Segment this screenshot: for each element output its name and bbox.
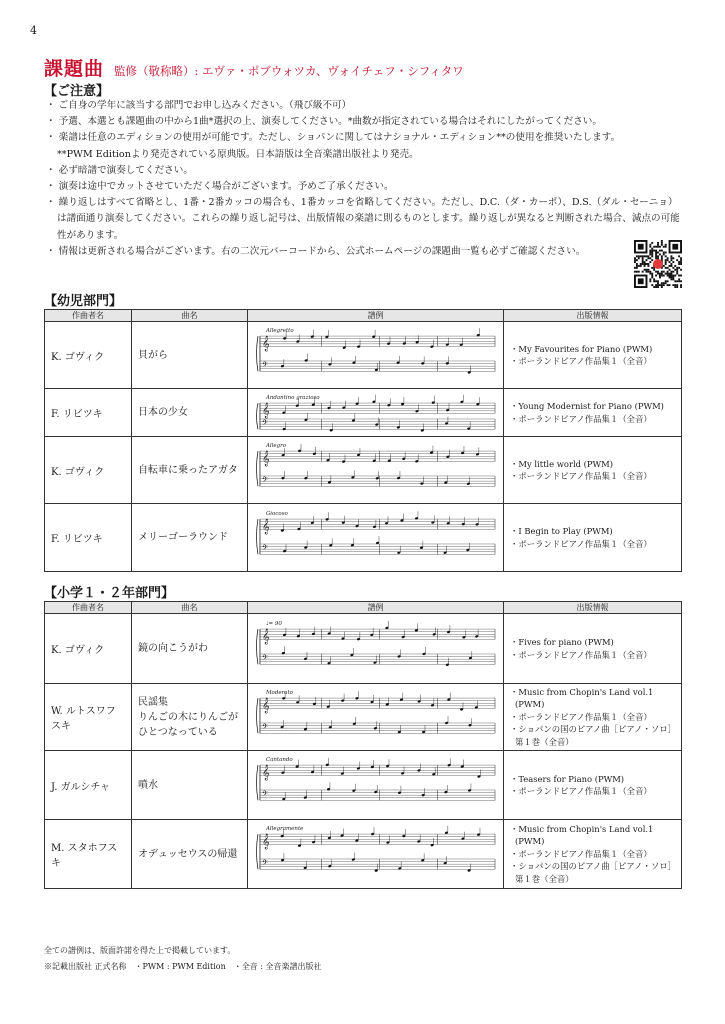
score-cell (248, 504, 504, 572)
score-cell (248, 437, 504, 504)
score-cell (248, 820, 504, 889)
score-cell (248, 684, 504, 751)
title-cell: オデュッセウスの帰還 (132, 820, 248, 889)
publisher-line: ・ショパンの国のピアノ曲［ピアノ・ソロ］第１巻（全音） (510, 861, 672, 884)
publisher-cell (504, 389, 682, 437)
bass-clef-icon: 𝄢 (261, 544, 268, 555)
works-table-preschool (44, 309, 682, 572)
table-row (45, 684, 682, 751)
bass-clef-icon: 𝄢 (261, 361, 268, 372)
header-composer: 作曲者名 (45, 602, 132, 614)
staff-lines (256, 629, 495, 664)
table-row (45, 389, 682, 437)
score-example (252, 440, 499, 500)
tempo-marking: ♩= 90 (265, 620, 282, 627)
bass-clef-icon: 𝄢 (261, 790, 268, 801)
header-score: 譜例 (248, 602, 504, 614)
note-item: ・ 演奏は途中でカットさせていただく場合がございます。予めご了承ください。 (46, 181, 394, 193)
note-item: ・ 繰り返しはすべて省略とし、1番・2番カッコの場合も、1番カッコを省略してください。ただし、D.C.（ダ・カーポ）、D.S.（ダル・セーニョ）は譜面通り演奏してください。これらの繰り返し記号は、出版情報の楽譜に則るものとします。繰り返しが異なると判断された場合、減点の可能性があります。 (46, 197, 680, 241)
publisher-line: ・ポーランドピアノ作品集１（全音） (510, 786, 652, 796)
header-score: 譜例 (248, 310, 504, 322)
publisher-cell (504, 614, 682, 684)
title-cell: 日本の少女 (132, 389, 248, 437)
publisher-line: ・ポーランドピアノ作品集１（全音） (510, 538, 652, 549)
score-example (252, 325, 499, 385)
publisher-line: ・ポーランドピアノ作品集１（全音） (510, 413, 652, 424)
composer-cell: M. スタホフスキ (45, 820, 132, 889)
publisher-line: ・ショパンの国のピアノ曲［ピアノ・ソロ］第１巻（全音） (510, 724, 672, 747)
header-title: 曲名 (132, 310, 248, 322)
title-cell: 自転車に乗ったアガタ (132, 437, 248, 504)
page-number: 4 (30, 24, 37, 37)
note-subnote: **PWM Editionより発売されている原典版。日本語版は全音楽譜出版社より発売。 (57, 148, 419, 160)
bass-clef-icon: 𝄢 (261, 654, 268, 665)
treble-clef-icon: 𝄞 (261, 518, 270, 534)
note-item: ・ 必ず暗譜で演奏してください。 (46, 164, 193, 176)
publisher-line: ・Young Modernist for Piano (PWM) (510, 401, 664, 411)
score-cell (248, 389, 504, 437)
composer-cell: J. ガルシチャ (45, 751, 132, 820)
footer (44, 943, 322, 975)
header-publisher: 出版情報 (504, 602, 682, 614)
title-cell: 貝がら (132, 322, 248, 389)
publisher-line: ・ポーランドピアノ作品集１（全音） (510, 711, 652, 722)
header-publisher: 出版情報 (504, 310, 682, 322)
footer-line: 全ての譜例は、版面許諾を得た上で掲載しています。 (44, 946, 236, 955)
page-title: 課題曲 (44, 58, 105, 80)
publisher-line: ・Fives for piano (PWM) (510, 637, 614, 647)
treble-clef-icon: 𝄞 (261, 336, 270, 352)
notes-list (46, 98, 686, 260)
treble-clef-icon: 𝄞 (261, 834, 270, 850)
tempo-marking: Cantando (265, 757, 293, 764)
note-item: ・ 予選、本選とも課題曲の中から1曲*選択の上、演奏してください。*曲数が指定されている場合はそれにしたがってください。 (46, 116, 602, 128)
footer-line: ※記載出版社 正式名称 ・PWM : PWM Edition ・全音 : 全音楽譜出版社 (44, 962, 322, 971)
composer-cell: F. リビツキ (45, 504, 132, 572)
note-item: ・ ご自身の学年に該当する部門でお申し込みください。（飛び級不可） (46, 100, 352, 111)
tempo-marking: Giocoso (265, 510, 288, 517)
score-example (252, 754, 499, 816)
publisher-cell (504, 504, 682, 572)
publisher-cell (504, 437, 682, 504)
publisher-line: ・My little world (PWM) (510, 458, 613, 469)
composer-cell: W. ルトスワフスキ (45, 684, 132, 751)
publisher-line: ・My Favourites for Piano (PWM) (510, 343, 653, 354)
publisher-cell (504, 751, 682, 820)
note-item: ・ 楽譜は任意のエディションの使用が可能です。ただし、ショパンに関してはナショナル・エディション**の使用を推奨いたします。 (46, 132, 621, 144)
bass-clef-icon: 𝄢 (261, 859, 268, 870)
table-row (45, 322, 682, 389)
publisher-cell (504, 322, 682, 389)
notes-heading: 【ご注意】 (44, 84, 110, 99)
bass-clef-icon: 𝄢 (261, 419, 268, 430)
composer-cell: F. リビツキ (45, 389, 132, 437)
header-composer: 作曲者名 (45, 310, 132, 322)
publisher-line: ・ポーランドピアノ作品集１（全音） (510, 649, 652, 660)
header-title: 曲名 (132, 602, 248, 614)
works-table-grade-1-2 (44, 601, 682, 889)
publisher-line: ・I Begin to Play (PWM) (510, 526, 613, 536)
staff-lines (256, 834, 495, 869)
treble-clef-icon: 𝄞 (261, 628, 270, 644)
title-cell: 噴水 (132, 751, 248, 820)
title-cell: 民謡集 りんごの木にりんごが ひとつなっている (132, 684, 248, 751)
table-row (45, 820, 682, 889)
page-subtitle: 監修（敬称略）: エヴァ・ポブウォツカ、ヴォイチェフ・シフィタワ (114, 64, 464, 78)
tempo-marking: Andantino grazioso (265, 394, 320, 401)
note-item: ・ 情報は更新される場合がございます。右の二次元バーコードから、公式ホームページの課題曲一覧も必ずご確認ください。 (46, 245, 586, 257)
table-row (45, 437, 682, 504)
composer-cell: K. ゴヴィク (45, 614, 132, 684)
treble-clef-icon: 𝄞 (261, 402, 270, 418)
publisher-line: ・Music from Chopin's Land vol.1 (PWM) (510, 823, 654, 847)
tempo-marking: Allegro (265, 443, 287, 450)
tempo-marking: Moderato (265, 690, 293, 697)
score-cell (248, 614, 504, 684)
treble-clef-icon: 𝄞 (261, 698, 270, 714)
publisher-line: ・ポーランドピアノ作品集１（全音） (510, 848, 652, 859)
score-cell (248, 751, 504, 820)
title-cell: 鏡の向こうがわ (132, 614, 248, 684)
score-example (252, 823, 499, 885)
table-row (45, 614, 682, 684)
publisher-line: ・ポーランドピアノ作品集１（全音） (510, 356, 652, 366)
qr-code[interactable] (634, 240, 682, 288)
title-cell: メリーゴーラウンド (132, 504, 248, 572)
table-row (45, 504, 682, 572)
bass-clef-icon: 𝄢 (261, 723, 268, 734)
section-heading-grade-1-2: 【小学１・２年部門】 (44, 586, 175, 601)
publisher-cell (504, 820, 682, 889)
publisher-line: ・Music from Chopin's Land vol.1 (PWM) (510, 686, 654, 710)
composer-cell: K. ゴヴィク (45, 437, 132, 504)
publisher-line: ・ポーランドピアノ作品集１（全音） (510, 471, 652, 481)
bass-clef-icon: 𝄢 (261, 476, 268, 487)
score-example (252, 618, 499, 680)
staff-lines (256, 336, 495, 371)
score-example (252, 392, 499, 434)
section-heading-preschool: 【幼児部門】 (44, 294, 123, 309)
treble-clef-icon: 𝄞 (261, 451, 270, 467)
tempo-marking: Allegretto (265, 328, 294, 335)
composer-cell: K. ゴヴィク (45, 322, 132, 389)
staff-lines (256, 765, 495, 800)
publisher-cell (504, 684, 682, 751)
title-row (44, 54, 464, 81)
score-example (252, 687, 499, 747)
treble-clef-icon: 𝄞 (261, 765, 270, 781)
score-example (252, 508, 499, 568)
score-cell (248, 322, 504, 389)
tempo-marking: Allegramente (265, 826, 304, 833)
publisher-line: ・Teasers for Piano (PWM) (510, 773, 625, 784)
table-row (45, 751, 682, 820)
